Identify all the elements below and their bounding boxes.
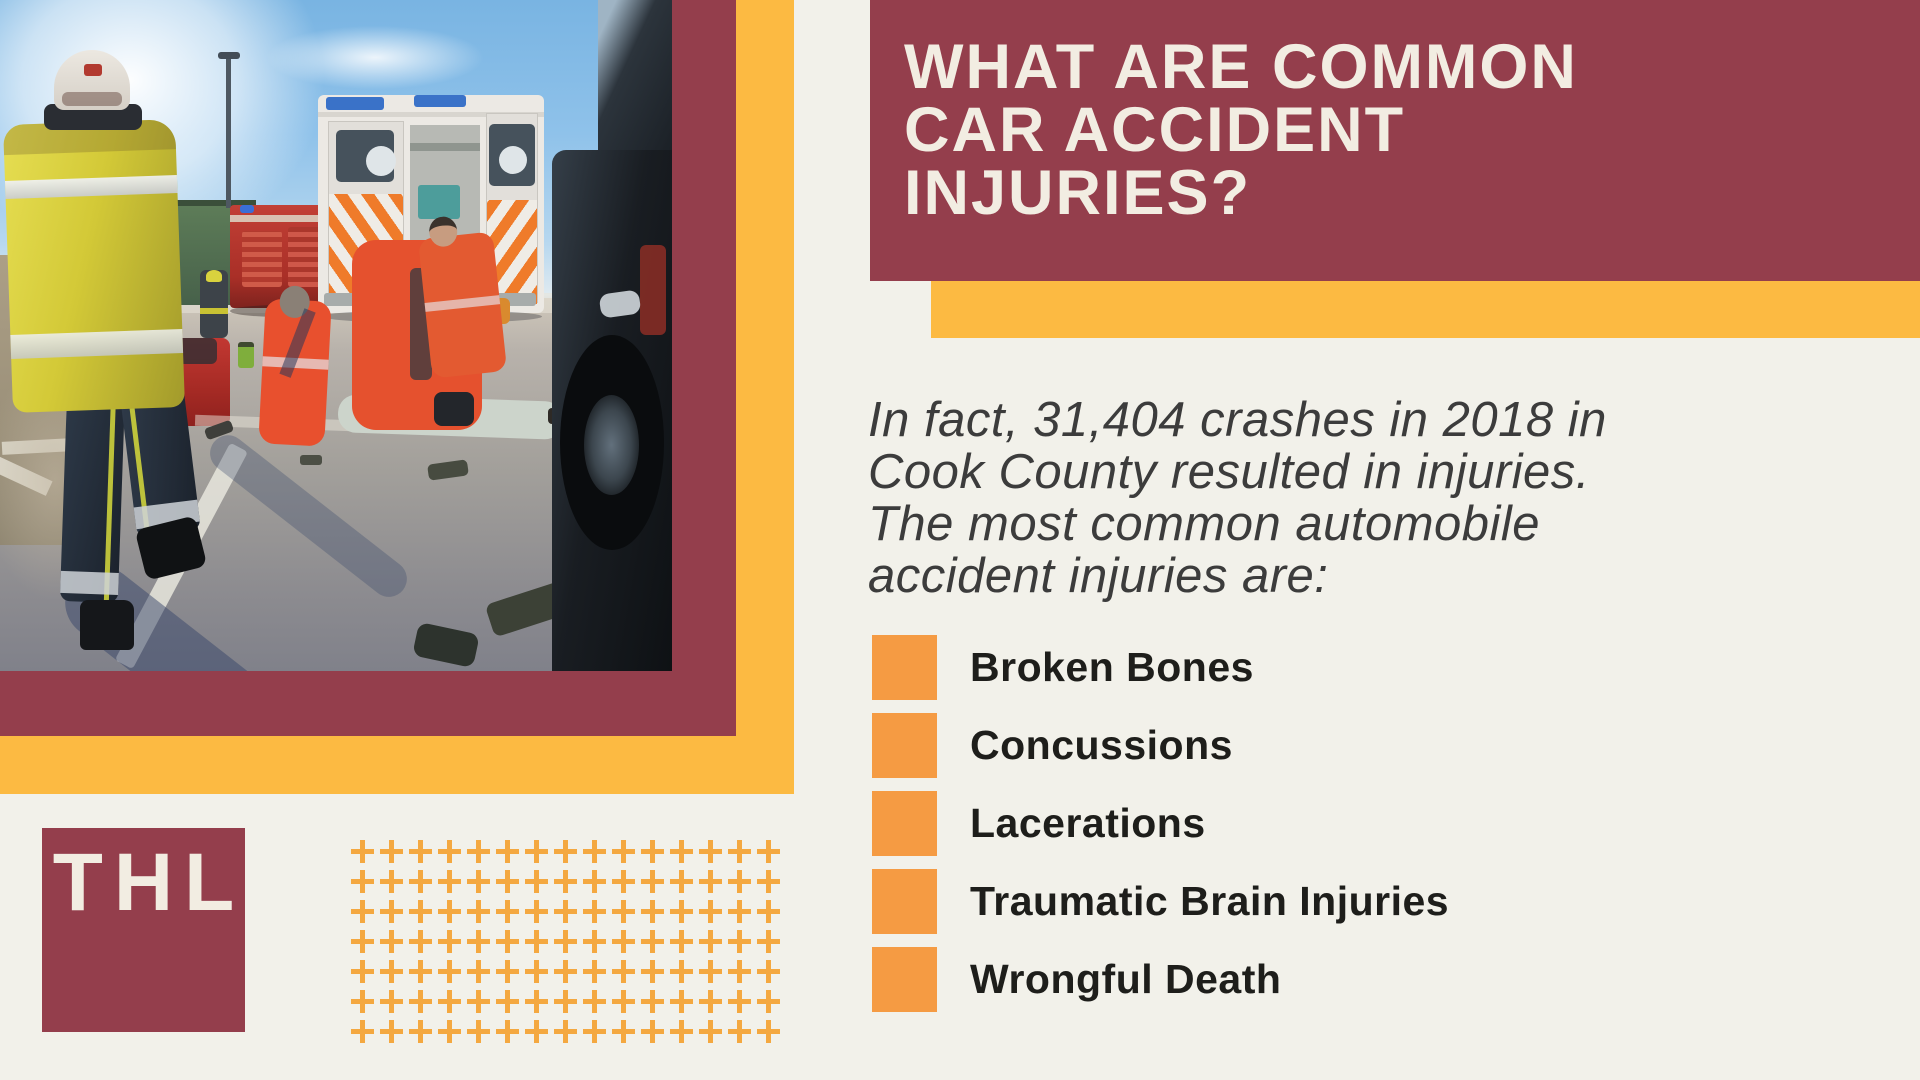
plus-icon — [551, 986, 580, 1016]
list-item — [872, 635, 1449, 700]
injury-label: Lacerations — [970, 800, 1206, 846]
plus-icon — [609, 926, 638, 956]
plus-icon — [754, 836, 783, 866]
plus-icon — [638, 866, 667, 896]
injury-list — [872, 635, 1449, 1025]
plus-icon — [406, 956, 435, 986]
square-bullet-icon — [872, 791, 937, 856]
plus-icon — [609, 866, 638, 896]
helmet-visor — [62, 92, 122, 106]
intro-line: The most common automobile — [868, 497, 1541, 551]
plus-icon — [754, 986, 783, 1016]
plus-icon — [638, 986, 667, 1016]
plus-icon — [667, 926, 696, 956]
plus-icon — [522, 866, 551, 896]
suv-taillight — [640, 245, 666, 335]
plus-icon — [638, 836, 667, 866]
paramedic-bending — [418, 231, 507, 378]
helmet-emblem — [84, 64, 102, 76]
plus-icon — [609, 956, 638, 986]
injury-label: Traumatic Brain Injuries — [970, 878, 1450, 924]
plus-icon — [435, 926, 464, 956]
plus-icon — [580, 986, 609, 1016]
plus-icon — [522, 926, 551, 956]
thl-logo-text: THL — [52, 837, 246, 928]
plus-icon — [493, 986, 522, 1016]
reflective-band — [425, 295, 501, 312]
square-bullet-icon — [872, 869, 937, 934]
plus-icon — [667, 896, 696, 926]
injury-label: Concussions — [970, 722, 1233, 768]
plus-icon — [696, 956, 725, 986]
plus-icon — [348, 836, 377, 866]
plus-icon — [522, 986, 551, 1016]
list-item — [872, 713, 1449, 778]
plus-icon — [725, 836, 754, 866]
plus-icon — [725, 956, 754, 986]
intro-line: accident injuries are: — [868, 549, 1329, 603]
accident-photo — [0, 0, 672, 671]
plus-icon — [377, 1016, 406, 1046]
yellow-accent-bar — [931, 281, 1920, 338]
plus-icon — [377, 956, 406, 986]
plus-icon — [609, 836, 638, 866]
plus-icon — [348, 956, 377, 986]
title-line: INJURIES? — [904, 158, 1252, 228]
plus-icon — [580, 926, 609, 956]
plus-icon — [435, 836, 464, 866]
suv-wheel-rim — [584, 395, 639, 495]
plus-icon — [725, 866, 754, 896]
reflective-cuff — [60, 571, 119, 595]
plus-icon — [696, 836, 725, 866]
plus-icon — [609, 986, 638, 1016]
plus-icon — [377, 866, 406, 896]
plus-icon — [493, 836, 522, 866]
plus-icon — [754, 926, 783, 956]
plus-icon — [580, 1016, 609, 1046]
plus-icon — [754, 1016, 783, 1046]
ambulance-lightbar — [326, 97, 384, 110]
plus-icon — [406, 1016, 435, 1046]
green-canister — [238, 342, 254, 368]
plus-icon — [580, 896, 609, 926]
plus-icon — [348, 896, 377, 926]
plus-icon — [609, 896, 638, 926]
firefighter-helmet — [54, 50, 130, 110]
plus-icon — [696, 1016, 725, 1046]
plus-icon — [609, 1016, 638, 1046]
plus-icon — [435, 866, 464, 896]
plus-icon — [406, 866, 435, 896]
plus-icon — [406, 836, 435, 866]
plus-icon — [464, 866, 493, 896]
plus-icon — [377, 836, 406, 866]
plus-icon — [377, 896, 406, 926]
plus-icon — [464, 926, 493, 956]
fire-truck-door — [242, 231, 282, 287]
plus-icon — [551, 866, 580, 896]
reflective-band — [10, 329, 183, 359]
road-debris — [300, 455, 322, 465]
reflective-band — [5, 175, 178, 199]
plus-icon — [551, 896, 580, 926]
plus-pattern — [348, 836, 783, 1046]
ambulance-shelf — [410, 143, 480, 151]
plus-icon — [754, 896, 783, 926]
plus-icon — [638, 1016, 667, 1046]
plus-icon — [464, 836, 493, 866]
plus-icon — [522, 956, 551, 986]
plus-icon — [493, 866, 522, 896]
plus-icon — [696, 986, 725, 1016]
plus-icon — [580, 836, 609, 866]
square-bullet-icon — [872, 635, 937, 700]
plus-icon — [667, 1016, 696, 1046]
plus-icon — [493, 896, 522, 926]
ambulance-lightbar — [414, 95, 466, 107]
window-sticker — [499, 146, 527, 174]
lamp-arm — [218, 52, 240, 59]
plus-icon — [580, 866, 609, 896]
plus-icon — [435, 986, 464, 1016]
injury-label: Broken Bones — [970, 644, 1254, 690]
plus-icon — [464, 986, 493, 1016]
plus-icon — [464, 956, 493, 986]
thl-logo — [42, 828, 245, 1032]
hi-vis-stripe — [200, 308, 228, 314]
firefighter-boot — [80, 600, 134, 650]
plus-icon — [696, 926, 725, 956]
plus-icon — [493, 956, 522, 986]
plus-icon — [435, 1016, 464, 1046]
plus-icon — [522, 896, 551, 926]
cloud — [230, 15, 520, 100]
plus-icon — [464, 1016, 493, 1046]
plus-icon — [377, 926, 406, 956]
plus-icon — [754, 956, 783, 986]
plus-icon — [551, 956, 580, 986]
plus-icon — [406, 896, 435, 926]
plus-icon — [435, 956, 464, 986]
ambulance-equipment — [418, 185, 460, 219]
plus-icon — [493, 1016, 522, 1046]
title-block — [870, 0, 1920, 281]
plus-icon — [725, 1016, 754, 1046]
list-item — [872, 791, 1449, 856]
plus-icon — [638, 926, 667, 956]
plus-icon — [725, 896, 754, 926]
page-title — [904, 32, 1578, 228]
plus-icon — [754, 866, 783, 896]
hi-vis-jacket — [3, 119, 185, 413]
distant-firefighter — [200, 270, 228, 338]
plus-icon — [522, 1016, 551, 1046]
plus-icon — [667, 956, 696, 986]
plus-icon — [435, 896, 464, 926]
plus-icon — [551, 926, 580, 956]
plus-icon — [696, 866, 725, 896]
fire-truck-light — [240, 205, 254, 213]
plus-icon — [406, 926, 435, 956]
helmet — [206, 270, 222, 282]
title-line: CAR ACCIDENT — [904, 95, 1406, 165]
paramedic-boot — [434, 392, 474, 426]
plus-icon — [522, 836, 551, 866]
plus-icon — [638, 956, 667, 986]
title-line: WHAT ARE COMMON — [904, 32, 1578, 102]
plus-icon — [667, 986, 696, 1016]
plus-icon — [696, 896, 725, 926]
list-item — [872, 947, 1449, 1012]
plus-icon — [348, 1016, 377, 1046]
intro-paragraph — [868, 394, 1688, 602]
plus-icon — [493, 926, 522, 956]
list-item — [872, 869, 1449, 934]
square-bullet-icon — [872, 713, 937, 778]
plus-icon — [348, 866, 377, 896]
plus-icon — [725, 926, 754, 956]
plus-icon — [580, 956, 609, 986]
lamp-pole — [226, 52, 231, 208]
plus-icon — [551, 1016, 580, 1046]
plus-icon — [667, 866, 696, 896]
plus-icon — [725, 986, 754, 1016]
plus-icon — [377, 986, 406, 1016]
plus-icon — [348, 926, 377, 956]
plus-icon — [667, 836, 696, 866]
injury-label: Wrongful Death — [970, 956, 1282, 1002]
plus-icon — [551, 836, 580, 866]
plus-icon — [406, 986, 435, 1016]
firefighter — [2, 46, 202, 671]
intro-line: Cook County resulted in injuries. — [868, 445, 1590, 499]
plus-icon — [464, 896, 493, 926]
square-bullet-icon — [872, 947, 937, 1012]
window-sticker — [366, 146, 396, 176]
plus-icon — [348, 986, 377, 1016]
intro-line: In fact, 31,404 crashes in 2018 in — [868, 393, 1607, 447]
plus-icon — [638, 896, 667, 926]
ambulance-window — [336, 130, 394, 182]
paramedic-sitting — [258, 298, 331, 446]
ambulance-window — [489, 124, 535, 186]
